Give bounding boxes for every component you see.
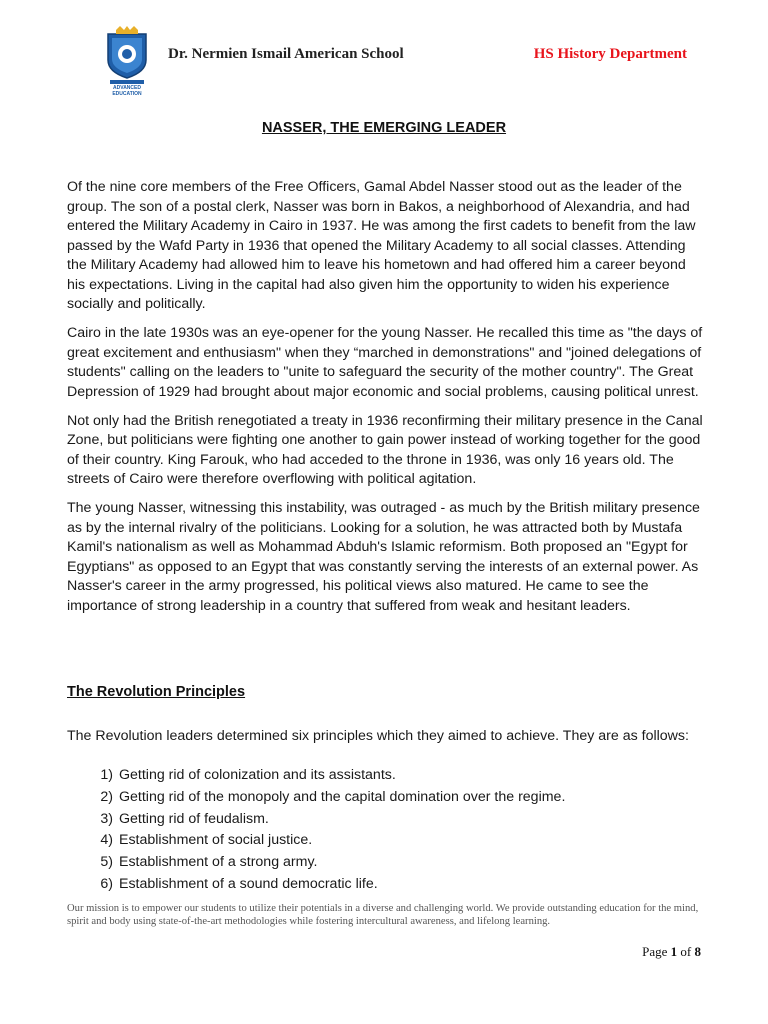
paragraph: Of the nine core members of the Free Officers, Gamal Abdel Nasser stood out as the leader of the group. The son of a postal clerk, Nasser was born in Bakos, a neighborhood of Alexandria, and had entered the Military Academy in Cairo in 1937. He was among the first cadets to benefit from the law passed by the Wafd Party in 1936 that opened the Military Academy to all social classes. Attending the Military Academy had allowed him to leave his hometown and had offered him a career beyond his expectations. Living in the capital had also given him the opportunity to widen his experience socially and politically. [67, 179, 696, 312]
list-text: Establishment of social justice. [119, 832, 313, 849]
section-heading: The Revolution Principles [67, 684, 246, 700]
svg-text:EDUCATION: EDUCATION [112, 91, 142, 96]
page-of: of [680, 944, 692, 959]
list-item [67, 831, 565, 853]
school-name: Dr. Nermien Ismail American School [168, 46, 404, 62]
document-body [67, 178, 703, 626]
list-number: 2) [100, 788, 113, 805]
list-item [67, 766, 565, 788]
list-text: Establishment of a strong army. [119, 854, 318, 871]
list-text: Getting rid of the monopoly and the capital domination over the regime. [119, 788, 566, 805]
principles-list [67, 766, 565, 897]
paragraph: The young Nasser, witnessing this instability, was outraged - as much by the British military presence as by the internal rivalry of the politicians. Looking for a solution, he was attracted both by Mustafa Kamil's nationalism as well as Mohammad Abduh's Islamic reformism. Both proposed an "Egypt for Egyptians" as opposed to an Egypt that was constantly serving the interests of an external power. As Nasser's career in the army progressed, his political views also matured. He came to see the importance of strong leadership in a country that suffered from weak and hesitant leaders. [67, 500, 700, 614]
mission-statement: Our mission is to empower our students to utilize their potentials in a diverse and challenging world. We provide outstanding education for the mind, spirit and body using state-of-the-art methodologies while fostering intercultural awareness, and lifelong learning. [67, 903, 699, 927]
paragraph: Cairo in the late 1930s was an eye-opener for the young Nasser. He recalled this time as "the days of great excitement and enthusiasm" when they “marched in demonstrations" and "joined delegations of students" calling on the leaders to "unite to safeguard the security of the mother country". The Great Depression of 1929 had brought about major economic and social problems, causing political unrest. [67, 325, 703, 400]
list-number: 6) [100, 875, 113, 892]
list-item [67, 875, 565, 897]
list-text: Establishment of a sound democratic life. [119, 875, 378, 892]
page-number [642, 944, 701, 960]
list-number: 1) [100, 767, 113, 783]
list-number: 5) [100, 854, 113, 871]
school-logo [104, 26, 150, 96]
svg-text:ADVANCED: ADVANCED [113, 85, 141, 91]
document-title: NASSER, THE EMERGING LEADER [261, 120, 507, 136]
department-name: HS History Department [533, 46, 687, 62]
list-number: 3) [100, 810, 113, 827]
page-label: Page [642, 944, 668, 959]
list-item [67, 853, 565, 875]
list-number: 4) [100, 832, 113, 849]
list-item [67, 788, 565, 810]
section-intro: The Revolution leaders determined six principles which they aimed to achieve. They are as follows: [67, 728, 689, 744]
page-current: 1 [670, 944, 678, 959]
list-item [67, 810, 565, 832]
paragraph: Not only had the British renegotiated a treaty in 1936 reconfirming their military presence in the Canal Zone, but politicians were fighting one another to gain power instead of working together for the good of their country. King Farouk, who had acceded to the throne in 1936, was only 16 years old. The streets of Cairo were therefore overflowing with political agitation. [67, 412, 703, 487]
page-total: 8 [694, 944, 701, 959]
list-text: Getting rid of feudalism. [119, 810, 269, 827]
list-text: Getting rid of colonization and its assistants. [119, 767, 396, 783]
